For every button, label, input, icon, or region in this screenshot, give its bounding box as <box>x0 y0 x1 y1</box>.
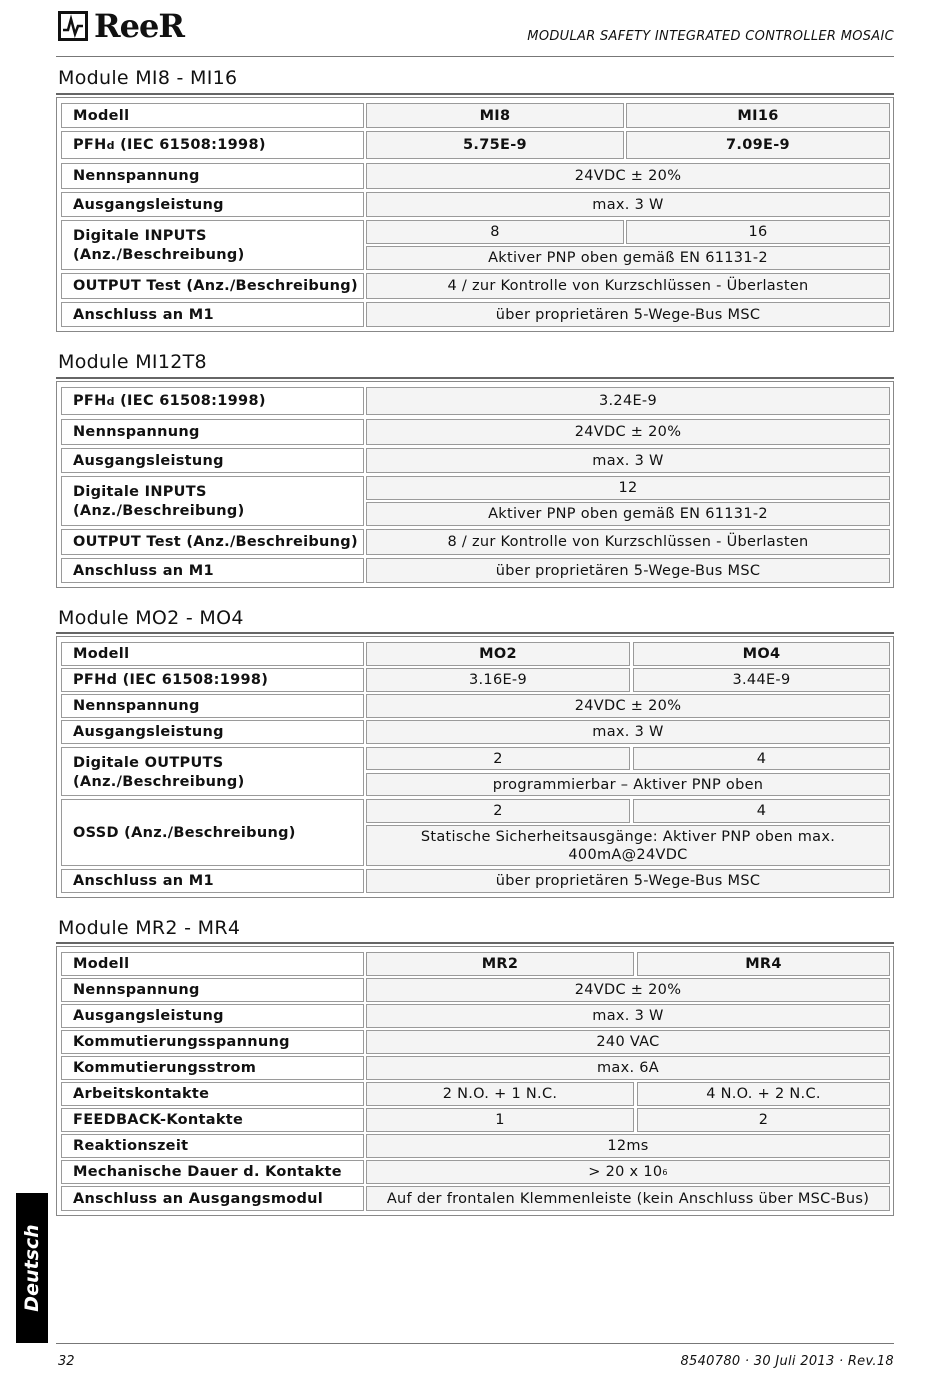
value-arbeitskontakte-mr4: 4 N.O. + 2 N.C. <box>637 1082 890 1106</box>
value-ausgangsleistung: max. 3 W <box>366 720 890 744</box>
value-pfhd-mo4: 3.44E-9 <box>633 668 890 692</box>
label-nennspannung: Nennspannung <box>61 163 364 189</box>
label-anschluss: Anschluss an M1 <box>61 302 364 327</box>
header-divider <box>56 56 894 57</box>
page-number: 32 <box>58 1354 75 1369</box>
label-output-test: OUTPUT Test (Anz./Beschreibung) <box>61 273 364 299</box>
value-pfhd-mi8: 5.75E-9 <box>366 131 624 159</box>
label-digitale-inputs: Digitale INPUTS (Anz./Beschreibung) <box>61 476 364 526</box>
value-mechanische-dauer: > 20 x 10 6 <box>366 1160 890 1184</box>
value-anschluss: über proprietären 5-Wege-Bus MSC <box>366 869 890 893</box>
value-outputs-mo4: 4 <box>633 747 890 770</box>
value-ossd-description: Statische Sicherheitsausgänge: Aktiver PNP oben max. 400mA@24VDC <box>366 825 890 866</box>
value-nennspannung: 24VDC ± 20% <box>366 419 890 445</box>
label-pfhd: PFH d (IEC 61508:1998) <box>61 387 364 415</box>
value-inputs-description: Aktiver PNP oben gemäß EN 61131-2 <box>366 246 890 270</box>
label-nennspannung: Nennspannung <box>61 694 364 718</box>
value-anschluss-ausgangsmodul: Auf der frontalen Klemmenleiste (kein Anschluss über MSC-Bus) <box>366 1186 890 1211</box>
label-ausgangsleistung: Ausgangsleistung <box>61 720 364 744</box>
label-digitale-outputs: Digitale OUTPUTS (Anz./Beschreibung) <box>61 747 364 796</box>
label-mechanische-dauer: Mechanische Dauer d. Kontakte <box>61 1160 364 1184</box>
header-mr2: MR2 <box>366 952 634 976</box>
label-modell: Modell <box>61 642 364 666</box>
value-anschluss: über proprietären 5-Wege-Bus MSC <box>366 302 890 327</box>
value-feedback-mr4: 2 <box>637 1108 890 1132</box>
company-logo <box>58 8 184 44</box>
label-nennspannung: Nennspannung <box>61 419 364 445</box>
language-tab <box>16 1193 48 1343</box>
value-kommutierungsstrom: max. 6A <box>366 1056 890 1080</box>
section-divider <box>56 377 894 379</box>
value-feedback-mr2: 1 <box>366 1108 634 1132</box>
label-modell: Modell <box>61 952 364 976</box>
section-title-mi8-mi16: Module MI8 - MI16 <box>58 67 238 89</box>
section-divider <box>56 632 894 634</box>
table-mi8-mi16 <box>56 97 894 332</box>
section-title-mi12t8: Module MI12T8 <box>58 351 207 373</box>
logo-text: ReeR <box>94 7 184 45</box>
value-pfhd: 3.24E-9 <box>366 387 890 415</box>
label-ausgangsleistung: Ausgangsleistung <box>61 448 364 473</box>
value-nennspannung: 24VDC ± 20% <box>366 978 890 1002</box>
header-mo4: MO4 <box>633 642 890 666</box>
value-nennspannung: 24VDC ± 20% <box>366 163 890 189</box>
label-reaktionszeit: Reaktionszeit <box>61 1134 364 1158</box>
label-nennspannung: Nennspannung <box>61 978 364 1002</box>
logo-pulse-icon <box>58 11 88 41</box>
value-ausgangsleistung: max. 3 W <box>366 192 890 217</box>
label-anschluss: Anschluss an M1 <box>61 558 364 583</box>
language-label: Deutsch <box>21 1224 43 1312</box>
header-mi8: MI8 <box>366 103 624 128</box>
section-divider <box>56 93 894 95</box>
header-mr4: MR4 <box>637 952 890 976</box>
label-kommutierungsstrom: Kommutierungsstrom <box>61 1056 364 1080</box>
value-output-test: 4 / zur Kontrolle von Kurzschlüssen - Überlasten <box>366 273 890 299</box>
label-anschluss: Anschluss an M1 <box>61 869 364 893</box>
value-kommutierungsspannung: 240 VAC <box>366 1030 890 1054</box>
footer-divider <box>56 1343 894 1344</box>
value-outputs-description: programmierbar – Aktiver PNP oben <box>366 773 890 796</box>
table-mi12t8 <box>56 381 894 588</box>
value-outputs-mo2: 2 <box>366 747 630 770</box>
value-pfhd-mi16: 7.09E-9 <box>626 131 890 159</box>
label-ossd: OSSD (Anz./Beschreibung) <box>61 799 364 866</box>
label-ausgangsleistung: Ausgangsleistung <box>61 192 364 217</box>
label-pfhd: PFHd (IEC 61508:1998) <box>61 668 364 692</box>
value-inputs-mi8: 8 <box>366 220 624 244</box>
label-kommutierungsspannung: Kommutierungsspannung <box>61 1030 364 1054</box>
label-arbeitskontakte: Arbeitskontakte <box>61 1082 364 1106</box>
value-inputs-description: Aktiver PNP oben gemäß EN 61131-2 <box>366 502 890 526</box>
value-nennspannung: 24VDC ± 20% <box>366 694 890 718</box>
value-ausgangsleistung: max. 3 W <box>366 448 890 473</box>
value-inputs-count: 12 <box>366 476 890 500</box>
value-ossd-mo4: 4 <box>633 799 890 823</box>
value-ausgangsleistung: max. 3 W <box>366 1004 890 1028</box>
section-title-mr2-mr4: Module MR2 - MR4 <box>58 917 241 939</box>
value-pfhd-mo2: 3.16E-9 <box>366 668 630 692</box>
value-ossd-mo2: 2 <box>366 799 630 823</box>
section-divider <box>56 942 894 944</box>
label-feedback-kontakte: FEEDBACK-Kontakte <box>61 1108 364 1132</box>
label-modell: Modell <box>61 103 364 128</box>
label-pfhd: PFH d (IEC 61508:1998) <box>61 131 364 159</box>
section-title-mo2-mo4: Module MO2 - MO4 <box>58 607 244 629</box>
label-digitale-inputs: Digitale INPUTS (Anz./Beschreibung) <box>61 220 364 270</box>
label-output-test: OUTPUT Test (Anz./Beschreibung) <box>61 529 364 555</box>
label-ausgangsleistung: Ausgangsleistung <box>61 1004 364 1028</box>
value-anschluss: über proprietären 5-Wege-Bus MSC <box>366 558 890 583</box>
value-inputs-mi16: 16 <box>626 220 890 244</box>
header-mo2: MO2 <box>366 642 630 666</box>
header-mi16: MI16 <box>626 103 890 128</box>
table-mr2-mr4 <box>56 946 894 1216</box>
table-mo2-mo4 <box>56 636 894 898</box>
value-arbeitskontakte-mr2: 2 N.O. + 1 N.C. <box>366 1082 634 1106</box>
value-output-test: 8 / zur Kontrolle von Kurzschlüssen - Überlasten <box>366 529 890 555</box>
document-title: MODULAR SAFETY INTEGRATED CONTROLLER MOSAIC <box>527 29 894 44</box>
value-reaktionszeit: 12ms <box>366 1134 890 1158</box>
document-reference: 8540780 · 30 Juli 2013 · Rev.18 <box>680 1354 894 1369</box>
label-anschluss-ausgangsmodul: Anschluss an Ausgangsmodul <box>61 1186 364 1211</box>
